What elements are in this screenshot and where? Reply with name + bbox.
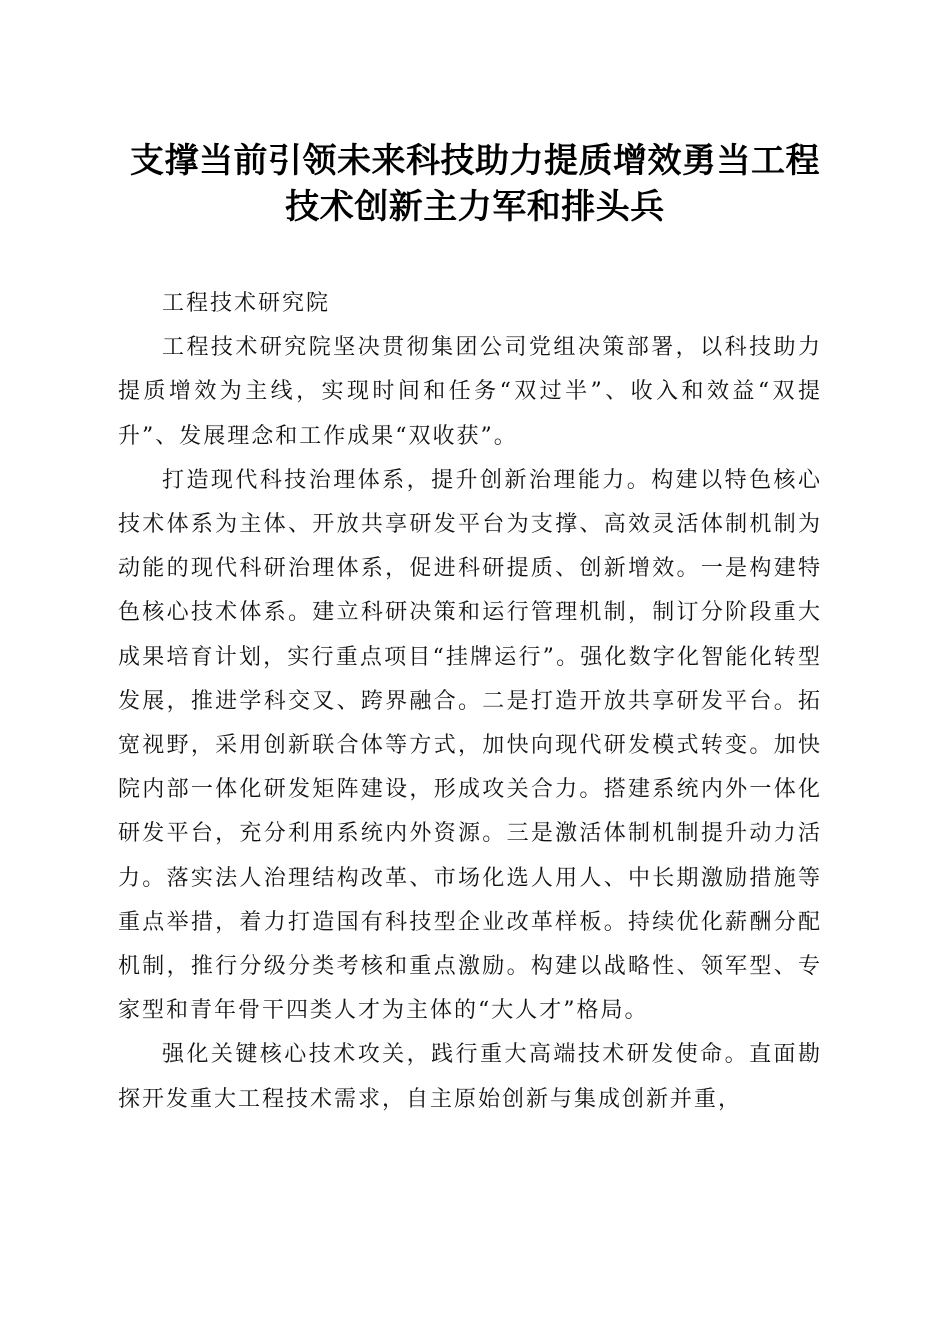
document-title — [100, 138, 850, 230]
paragraph-key-tech: 强化关键核心技术攻关，践行重大高端技术研发使命。直面勘探开发重大工程技术需求，自主原始创新与集成创新并重， — [118, 1042, 822, 1112]
title-line-2: 技术创新主力军和排头兵 — [285, 187, 665, 227]
paragraph-intro: 工程技术研究院坚决贯彻集团公司党组决策部署，以科技助力提质增效为主线，实现时间和任务“双过半”、收入和效益“双提升”、发展理念和工作成果“双收获”。 — [118, 335, 822, 449]
paragraph-governance: 打造现代科技治理体系，提升创新治理能力。构建以特色核心技术体系为主体、开放共享研发平台为支撑、高效灵活体制机制为动能的现代科研治理体系，促进科研提质、创新增效。一是构建特色核心技术体系。建立科研决策和运行管理机制，制订分阶段重大成果培育计划，实行重点项目“挂牌运行”。强化数字化智能化转型发展，推进学科交叉、跨界融合。二是打造开放共享研发平台。拓宽视野，采用创新联合体等方式，加快向现代研发模式转变。加快院内部一体化研发矩阵建设，形成攻关合力。搭建系统内外一体化研发平台，充分利用系统内外资源。三是激活体制机制提升动力活力。落实法人治理结构改革、市场化选人用人、中长期激励措施等重点举措，着力打造国有科技型企业改革样板。持续优化薪酬分配机制，推行分级分类考核和重点激励。构建以战略性、领军型、专家型和青年骨干四类人才为主体的“大人才”格局。 — [118, 467, 822, 1024]
author-line: 工程技术研究院 — [162, 291, 331, 316]
title-line-1: 支撑当前引领未来科技助力提质增效勇当工程 — [130, 141, 820, 181]
document-body — [118, 282, 822, 1122]
